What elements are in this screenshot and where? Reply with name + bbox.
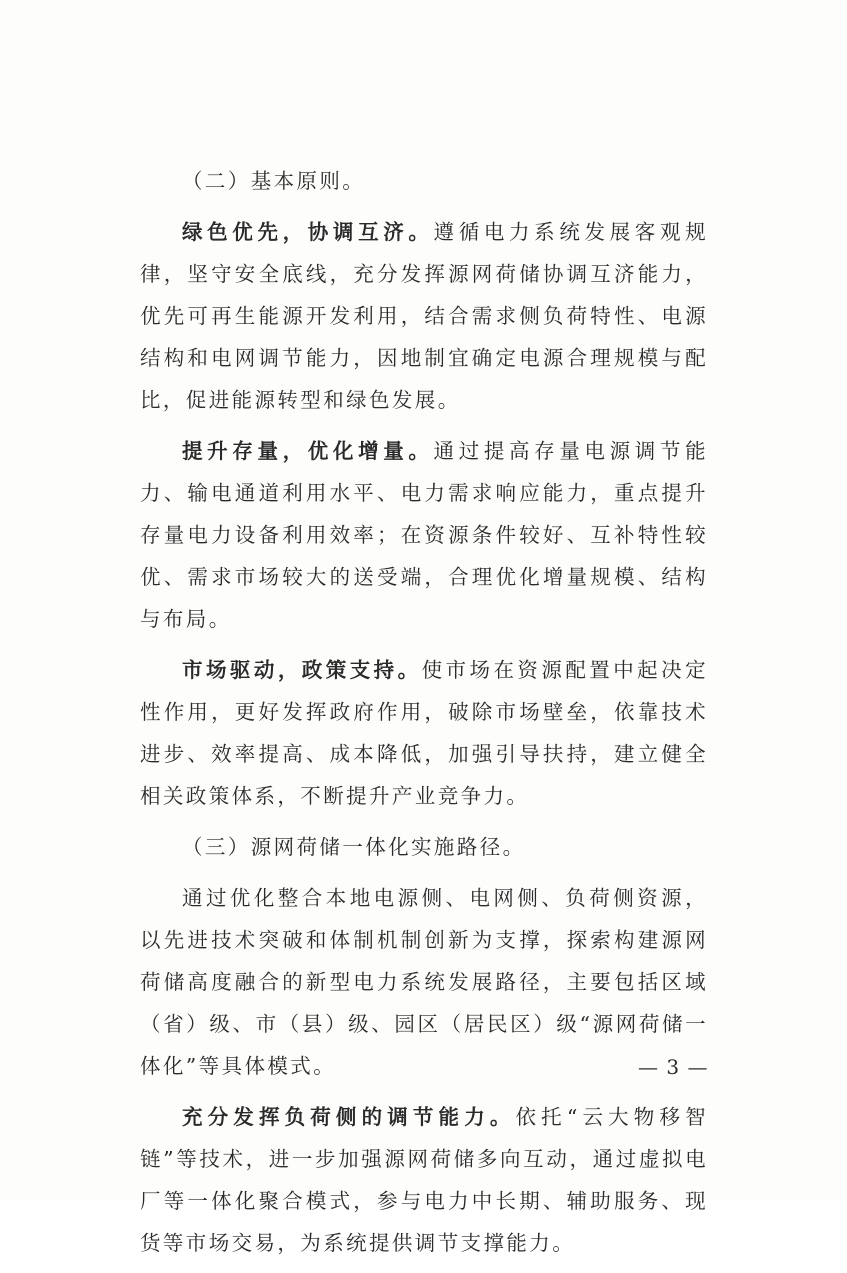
section-heading-path [140, 826, 708, 868]
paragraph-green-priority [140, 211, 708, 421]
paragraph-body: 使市场在资源配置中起决定性作用，更好发挥政府作用，破除市场壁垒，依靠技术进步、效率提高、成本降低，加强引导扶持，建立健全相关政策体系，不断提升产业竞争力。 [140, 658, 708, 808]
section-heading-principles [140, 160, 708, 202]
paragraph-optimization [140, 877, 708, 1087]
paragraph-lead: 市场驱动，政策支持。 [182, 658, 422, 682]
paragraph-body: 遵循电力系统发展客观规律，坚守安全底线，充分发挥源网荷储协调互济能力，优先可再生能源开发利用，结合需求侧负荷特性、电源结构和电网调节能力，因地制宜确定电源合理规模与配比，促进能源转型和绿色发展。 [140, 220, 708, 412]
paragraph-body: 通过优化整合本地电源侧、电网侧、负荷侧资源，以先进技术突破和体制机制创新为支撑，探索构建源网荷储高度融合的新型电力系统发展路径，主要包括区域（省）级、市（县）级、园区（居民区）级“源网荷储一体化”等具体模式。 [140, 886, 708, 1078]
page-number: — 3 — [638, 1055, 709, 1079]
paragraph-body: 通过提高存量电源调节能力、输电通道利用水平、电力需求响应能力，重点提升存量电力设备利用效率；在资源条件较好、互补特性较优、需求市场较大的送受端，合理优化增量规模、结构与布局。 [140, 439, 708, 631]
paragraph-market-policy [140, 649, 708, 817]
paragraph-stock-increment [140, 430, 708, 640]
heading-text: （三）源网荷储一体化实施路径。 [182, 835, 526, 859]
document-body [140, 160, 708, 1273]
paragraph-body: 依托“云大物移智链”等技术，进一步加强源网荷储多向互动，通过虚拟电厂等一体化聚合模式，参与电力中长期、辅助服务、现货等市场交易，为系统提供调节支撑能力。 [140, 1105, 708, 1255]
heading-text: （二）基本原则。 [182, 169, 366, 193]
paragraph-lead: 绿色优先，协调互济。 [182, 220, 434, 244]
paragraph-lead: 充分发挥负荷侧的调节能力。 [182, 1105, 516, 1129]
paragraph-lead: 提升存量，优化增量。 [182, 439, 434, 463]
paragraph-load-side [140, 1096, 708, 1264]
